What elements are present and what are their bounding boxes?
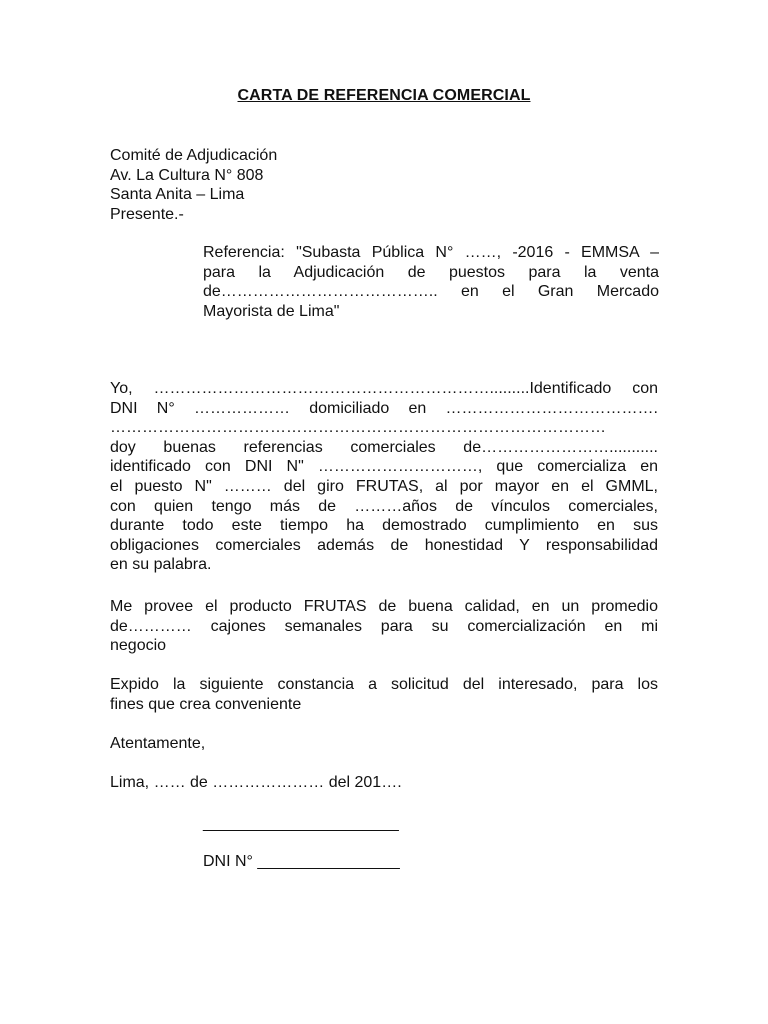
paragraph-line: durante todo este tiempo ha demostrado cumplimiento en sus: [110, 517, 658, 535]
dni-signature-line: DNI N° ________________: [203, 853, 400, 870]
paragraph-line: de………… cajones semanales para su comercialización en mi: [110, 617, 658, 635]
body-paragraph-3: [110, 675, 658, 714]
reference-line: de………………………………….. en el Gran Mercado: [203, 283, 659, 301]
reference-block: [203, 243, 659, 321]
paragraph-line: con quien tengo más de ………años de vínculos comerciales,: [110, 497, 658, 515]
body-paragraph-1: [110, 379, 658, 575]
document-title: CARTA DE REFERENCIA COMERCIAL: [237, 87, 531, 104]
reference-line: para la Adjudicación de puestos para la venta: [203, 263, 659, 281]
paragraph-line: Expido la siguiente constancia a solicitud del interesado, para los: [110, 676, 658, 693]
paragraph-line: en su palabra.: [110, 556, 212, 574]
reference-line: Mayorista de Lima": [203, 302, 340, 320]
paragraph-line: obligaciones comerciales además de honestidad Y responsabilidad: [110, 536, 658, 554]
body-paragraph-2: [110, 597, 658, 656]
paragraph-line: Yo, ……………………………………………………….........Identificado con: [110, 380, 658, 397]
reference-line: Referencia: "Subasta Pública N° ……, -2016 - EMMSA –: [203, 244, 659, 261]
paragraph-line: DNI N° ……………… domiciliado en ………………………………….: [110, 399, 658, 417]
addressee-line: Av. La Cultura N° 808: [110, 166, 264, 184]
signature-line: ______________________: [203, 815, 399, 832]
addressee-line: Santa Anita – Lima: [110, 186, 245, 204]
paragraph-line: negocio: [110, 637, 167, 655]
addressee-line: Comité de Adjudicación: [110, 147, 278, 164]
addressee-line: Presente.-: [110, 205, 184, 223]
paragraph-line: fines que crea conveniente: [110, 695, 302, 713]
closing-text: Atentamente,: [110, 735, 206, 752]
paragraph-line: doy buenas referencias comerciales de……………………...........: [110, 438, 658, 456]
paragraph-line: …………………………………………………………………………………: [110, 419, 606, 437]
date-line: Lima, …… de ………………… del 201….: [110, 774, 402, 791]
paragraph-line: Me provee el producto FRUTAS de buena calidad, en un promedio: [110, 598, 658, 615]
addressee-block: [110, 146, 277, 224]
paragraph-line: identificado con DNI N" …………………………, que comercializa en: [110, 458, 658, 476]
paragraph-line: el puesto N" ……… del giro FRUTAS, al por mayor en el GMML,: [110, 477, 658, 495]
